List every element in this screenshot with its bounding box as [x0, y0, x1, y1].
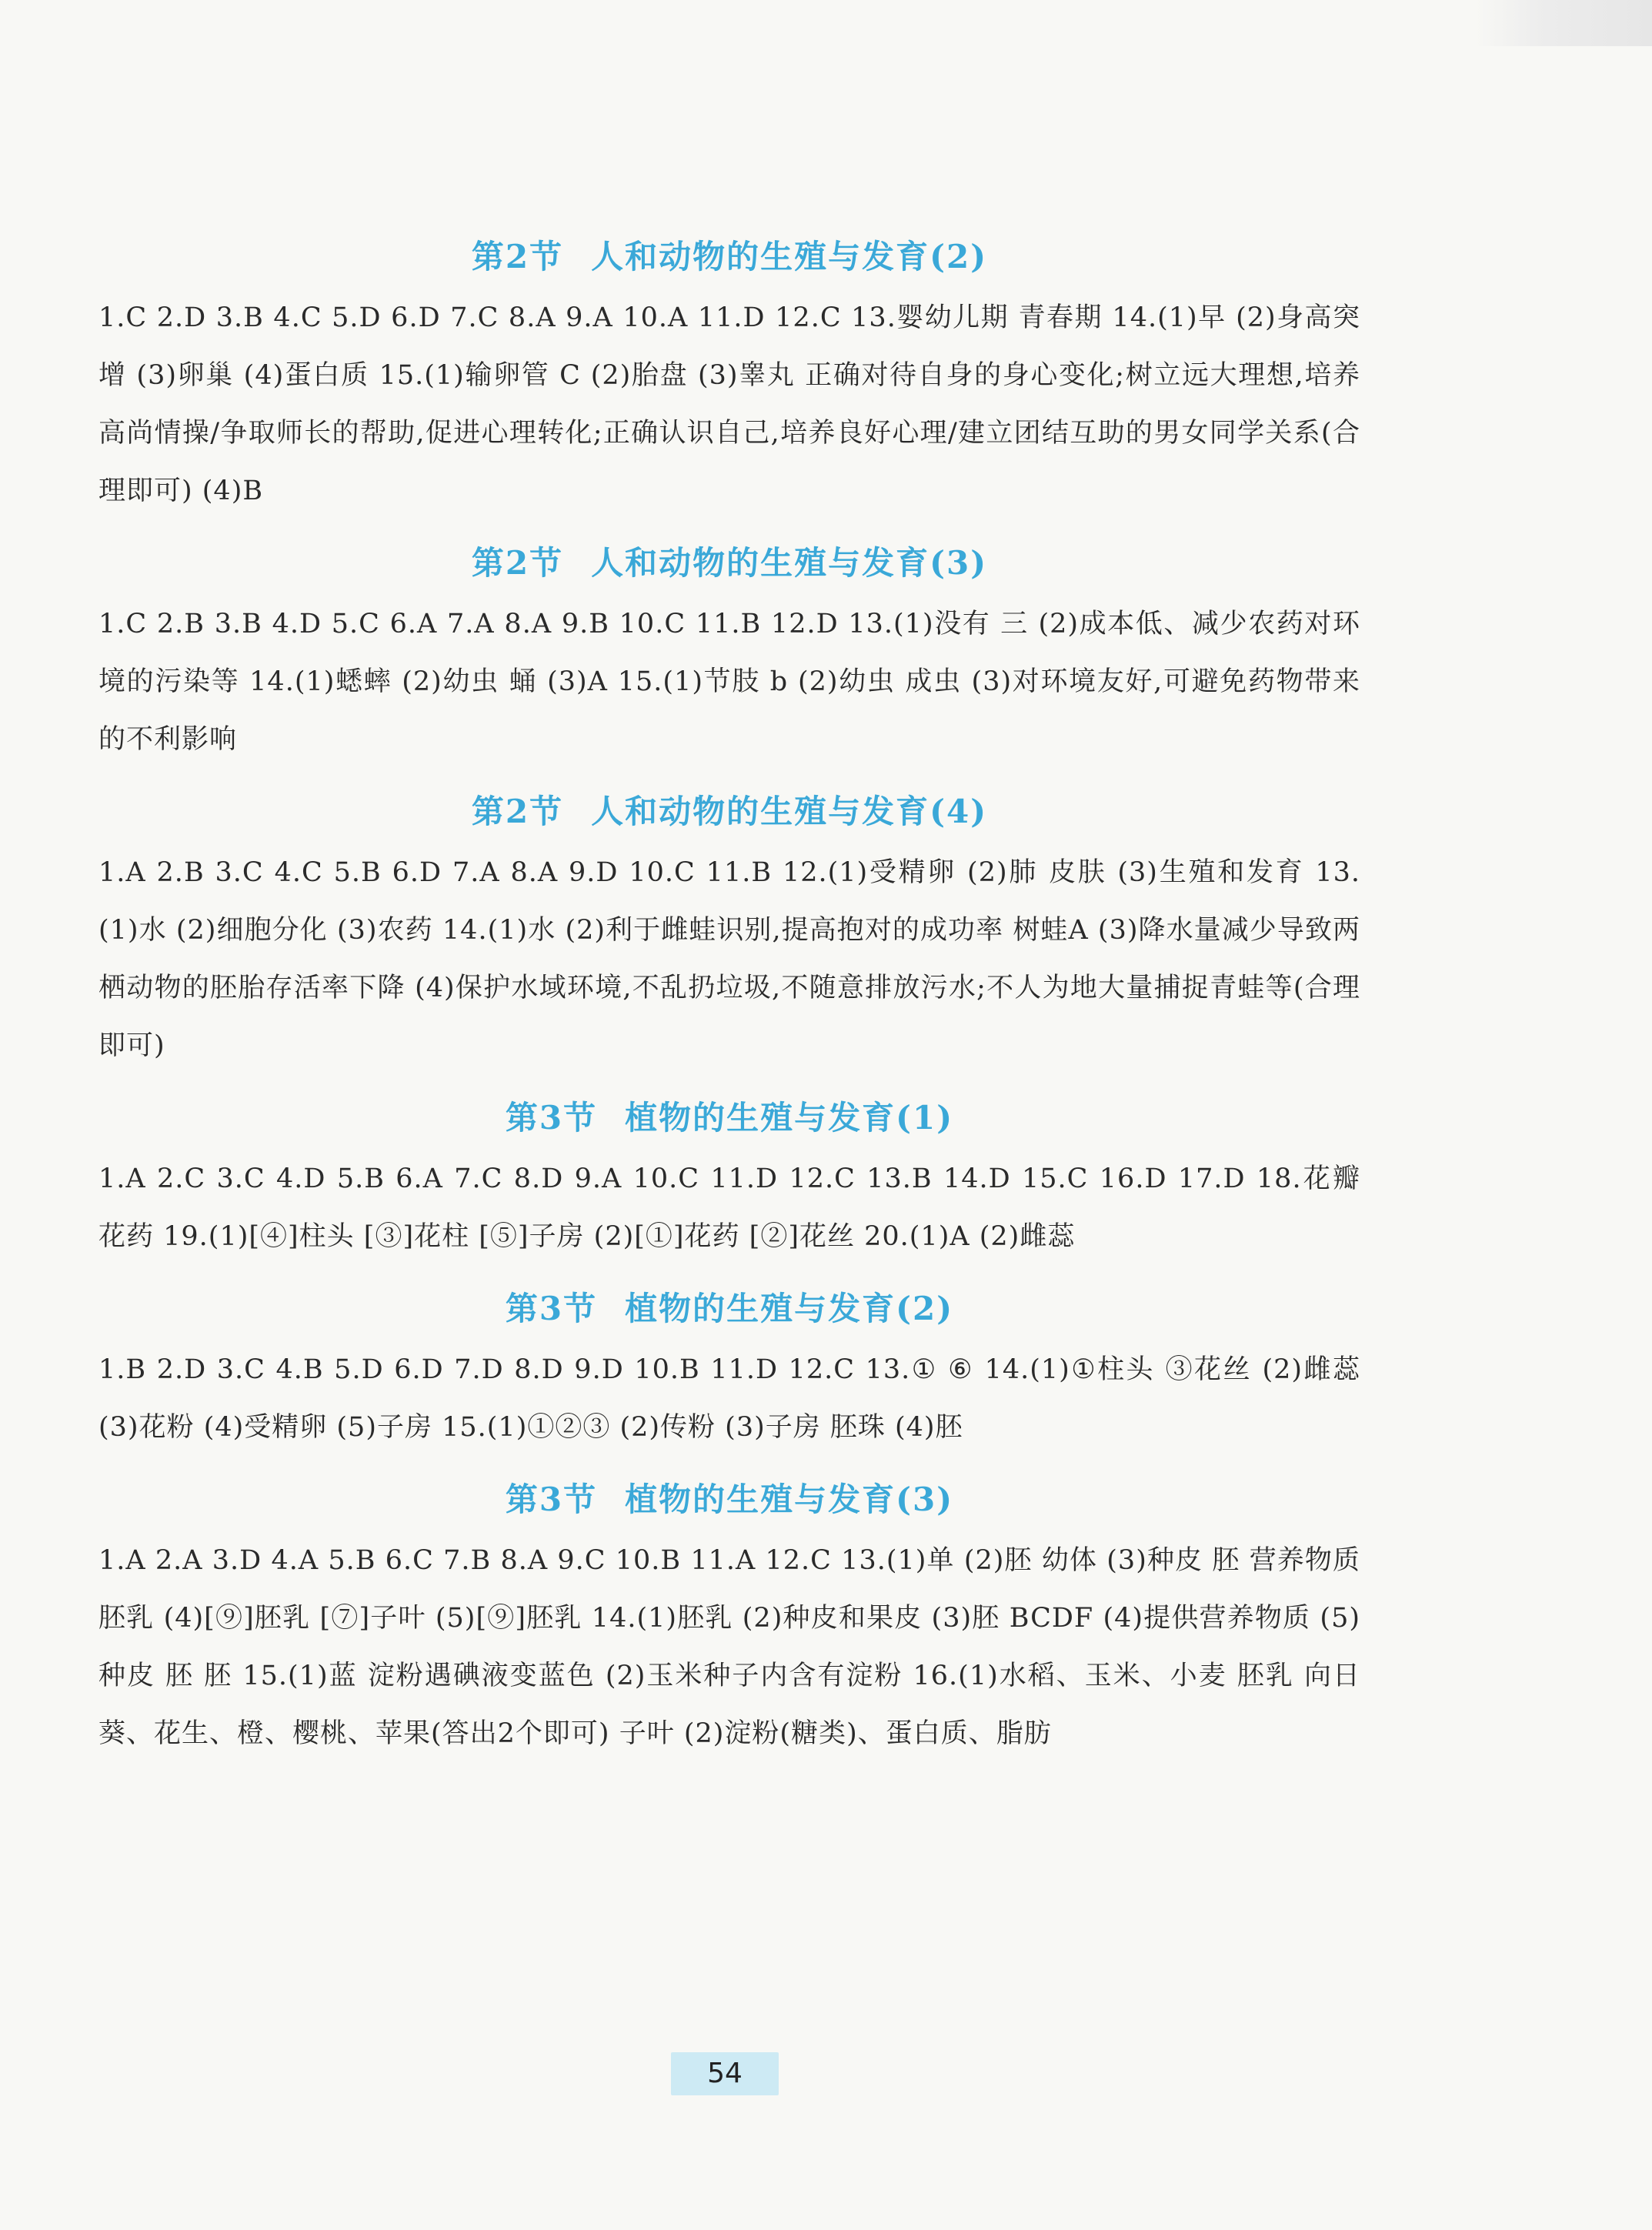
- section-3-3: [98, 1474, 1360, 1763]
- section-3-1: [98, 1092, 1360, 1266]
- section-number: 第3节: [505, 1099, 598, 1137]
- section-title: [98, 231, 1360, 283]
- section-answers: 1.A 2.B 3.C 4.C 5.B 6.D 7.A 8.A 9.D 10.C 11.B 12.(1)受精卵 (2)肺 皮肤 (3)生殖和发育 13.(1)水 (2)细胞分化 (3)农药 14.(1)水 (2)利于雌蛙识别,提高抱对的成功率 树蛙A (3)降水量减少导致两栖动物的胚胎存活率下降 (4)保护水域环境,不乱扔垃圾,不随意排放污水;不人为地大量捕捉青蛙等(合理即可): [98, 857, 1360, 1061]
- section-answers: 1.A 2.A 3.D 4.A 5.B 6.C 7.B 8.A 9.C 10.B 11.A 12.C 13.(1)单 (2)胚 幼体 (3)种皮 胚 营养物质 胚乳 (4)[⑨]胚乳 [⑦]子叶 (5)[⑨]胚乳 14.(1)胚乳 (2)种皮和果皮 (3)胚 BCDF (4)提供营养物质 (5)种皮 胚 胚 15.(1)蓝 淀粉遇碘液变蓝色 (2)玉米种子内含有淀粉 16.(1)水稻、玉米、小麦 胚乳 向日葵、花生、橙、樱桃、苹果(答出2个即可) 子叶 (2)淀粉(糖类)、蛋白质、脂肪: [98, 1545, 1360, 1749]
- page-number-badge: [671, 2052, 779, 2095]
- section-answers: 1.B 2.D 3.C 4.B 5.D 6.D 7.D 8.D 9.D 10.B 11.D 12.C 13.① ⑥ 14.(1)①柱头 ③花丝 (2)雌蕊 (3)花粉 (4)受精卵 (5)子房 15.(1)①②③ (2)传粉 (3)子房 胚珠 (4)胚: [98, 1354, 1360, 1443]
- section-heading: 人和动物的生殖与发育(2): [591, 238, 988, 275]
- section-title: [98, 786, 1360, 838]
- answer-content: [98, 231, 1360, 1780]
- section-3-2: [98, 1283, 1360, 1457]
- section-number: 第3节: [505, 1481, 598, 1518]
- section-number: 第2节: [471, 238, 564, 275]
- section-2-2: [98, 231, 1360, 520]
- section-heading: 植物的生殖与发育(1): [625, 1099, 954, 1137]
- section-2-3: [98, 537, 1360, 769]
- section-answers: 1.C 2.B 3.B 4.D 5.C 6.A 7.A 8.A 9.B 10.C 11.B 12.D 13.(1)没有 三 (2)成本低、减少农药对环境的污染等 14.(1)蟋蟀 (2)幼虫 蛹 (3)A 15.(1)节肢 b (2)幼虫 成虫 (3)对环境友好,可避免药物带来的不利影响: [98, 609, 1360, 755]
- section-answers: 1.A 2.C 3.C 4.D 5.B 6.A 7.C 8.D 9.A 10.C 11.D 12.C 13.B 14.D 15.C 16.D 17.D 18.花瓣 花药 19.(1)[④]柱头 [③]花柱 [⑤]子房 (2)[①]花药 [②]花丝 20.(1)A (2)雌蕊: [98, 1163, 1360, 1252]
- section-heading: 人和动物的生殖与发育(3): [591, 544, 988, 582]
- section-number: 第2节: [471, 544, 564, 582]
- section-title: [98, 1092, 1360, 1144]
- section-2-4: [98, 786, 1360, 1075]
- page-number: 54: [707, 2058, 743, 2089]
- section-heading: 植物的生殖与发育(2): [625, 1290, 954, 1327]
- section-number: 第3节: [505, 1290, 598, 1327]
- section-number: 第2节: [471, 793, 564, 830]
- section-title: [98, 1474, 1360, 1526]
- section-answers: 1.C 2.D 3.B 4.C 5.D 6.D 7.C 8.A 9.A 10.A 11.D 12.C 13.婴幼儿期 青春期 14.(1)早 (2)身高突增 (3)卵巢 (4)蛋白质 15.(1)输卵管 C (2)胎盘 (3)睾丸 正确对待自身的身心变化;树立远大理想,培养高尚情操/争取师长的帮助,促进心理转化;正确认识自己,培养良好心理/建立团结互助的男女同学关系(合理即可) (4)B: [98, 302, 1360, 506]
- section-heading: 植物的生殖与发育(3): [625, 1481, 954, 1518]
- section-title: [98, 1283, 1360, 1335]
- section-heading: 人和动物的生殖与发育(4): [591, 793, 988, 830]
- corner-scan-mark: [1475, 0, 1652, 46]
- section-title: [98, 537, 1360, 589]
